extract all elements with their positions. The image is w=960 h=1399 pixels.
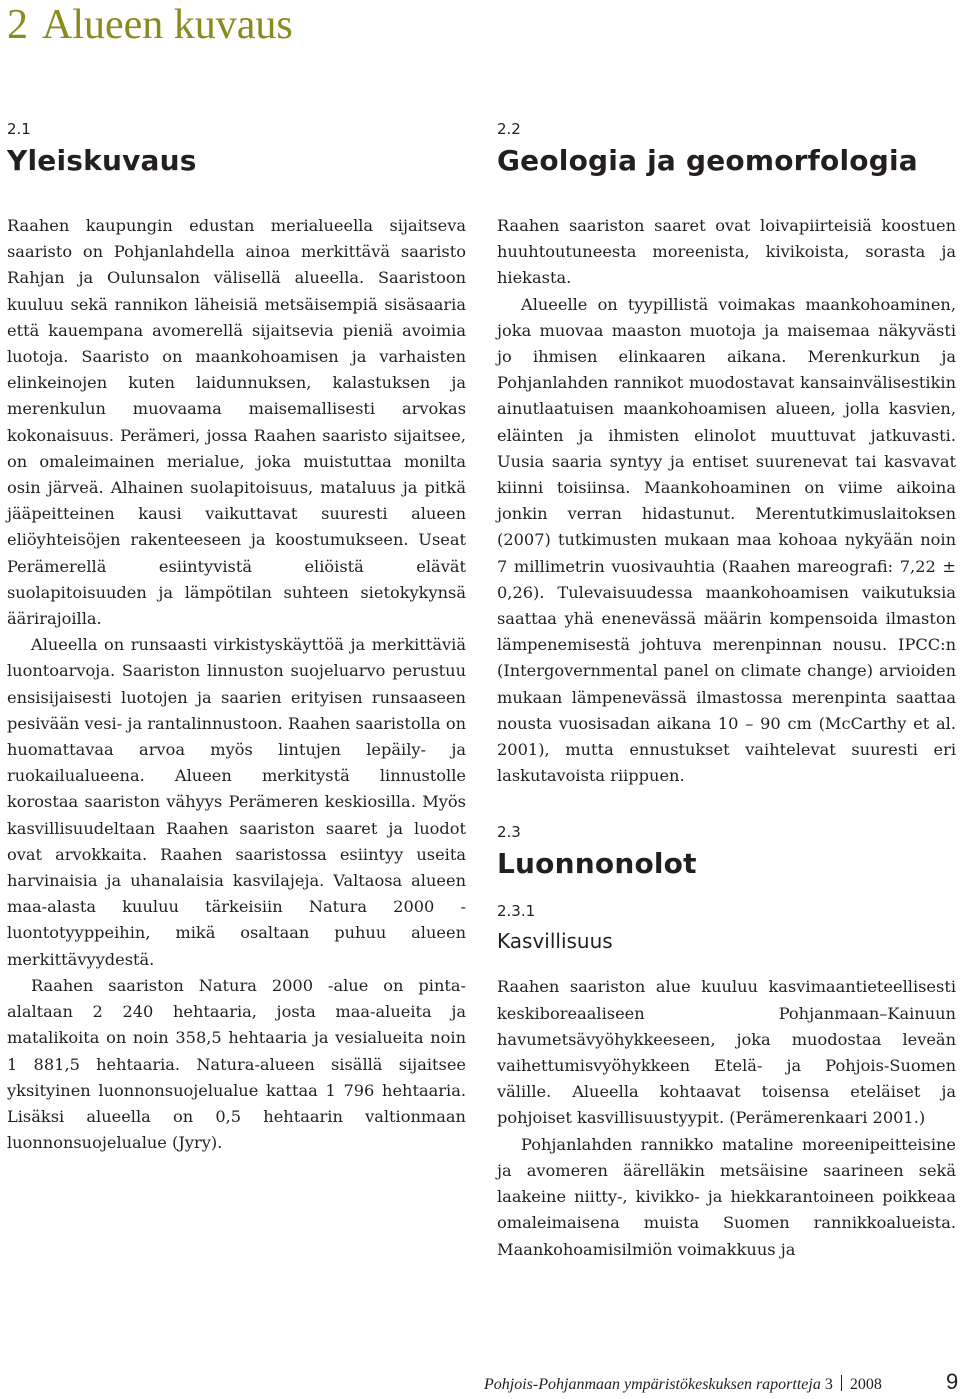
section-title: Geologia ja geomorfologia <box>497 144 918 177</box>
section-body <box>7 213 466 1156</box>
chapter-heading <box>7 0 293 50</box>
section-title: Luonnonolot <box>497 847 697 881</box>
paragraph: Raahen saariston saaret ovat loivapiirteisiä koostuen huuhtoutuneesta moreenista, kivikoista, sorasta ja hiekasta. <box>497 216 956 288</box>
chapter-title: Alueen kuvaus <box>42 2 293 48</box>
paragraph: Pohjanlahden rannikko mataline moreenipeitteisine ja avomeren äärelläkin metsäisine saarineen sekä laakeine niitty-, kivikko- ja hiekkarantoineen poikkeaa omaleimaisena muista Suomen rannikkoalueista. Maankohoamisilmiön voimakkuus ja <box>497 1134 956 1259</box>
paragraph: Raahen saariston alue kuuluu kasvimaantieteellisesti keskiboreaaliseen Pohjanmaan–Kainuun havumetsävyöhykkeeseen, joka muodostaa leveän vaihettumisvyöhykkeen Etelä- ja Pohjois-Suomen välille. Alueella kohtaavat toisensa eteläiset ja pohjoiset kasvillisuustyypit. (Perämerenkaari 2001.) <box>497 977 956 1128</box>
subsection-body <box>497 974 956 1262</box>
section-title: Yleiskuvaus <box>7 144 197 177</box>
subsection-title: Kasvillisuus <box>497 929 613 954</box>
paragraph: Raahen saariston Natura 2000 -alue on pinta-alaltaan 2 240 hehtaaria, josta maa-alueita ja matalikoita on noin 358,5 hehtaaria ja vesialueita noin 1 881,5 hehtaaria. Natura-alueen sisällä sijaitsee yksityinen luonnonsuojelualue kattaa 1 796 hehtaaria. Lisäksi alueella on 0,5 hehtaarin valtionmaan luonnonsuojelualue (Jyry). <box>7 975 466 1153</box>
section-number: 2.3 <box>497 823 521 842</box>
paragraph: Raahen kaupungin edustan merialueella sijaitseva saaristo on Pohjanlahdella ainoa merkittävä saaristo Rahjan ja Oulunsalon välisellä alueella. Saaristoon kuuluu sekä rannikon läheisiä metsäisempiä sisäsaaria että kauempana avomerellä sijaitsevia pieniä avoimia luotoja. Saaristo on maankohoamisen ja varhaisten elinkeinojen kuten laidunnuksen, kalastuksen ja merenkulun muovaama maisemallisesti arvokas kokonaisuus. Perämeri, jossa Raahen saaristo sijaitsee, on omaleimainen merialue, joka muistuttaa monilta osin järveä. Alhainen suolapitoisuus, mataluus ja pitkä jääpeitteinen kausi vaikuttavat suuresti alueen eliöyhteisöjen rakenteeseen ja koostumukseen. Useat Perämerellä esiintyvistä eliöistä elävät suolapitoisuuden ja lämpötilan suhteen sietokykynsä äärirajoilla. <box>7 216 466 629</box>
left-column <box>7 120 466 1156</box>
footer-divider <box>841 1375 842 1391</box>
right-column <box>497 120 956 1263</box>
section-number: 2.2 <box>497 120 521 138</box>
page-number: 9 <box>946 1369 959 1394</box>
chapter-number: 2 <box>7 2 28 48</box>
footer-issue: 3 <box>824 1376 833 1393</box>
paragraph: Alueella on runsaasti virkistyskäyttöä ja merkittäviä luontoarvoja. Saariston linnuston suojeluarvo perustuu ensisijaisesti luotojen ja saarien erityisen runsaaseen pesivään vesi- ja rantalinnustoon. Raahen saaristolla on huomattavaa arvoa myös lintujen lepäily- ja ruokailualueena. Alueen merkitystä linnustolle korostaa saariston vähyys Perämeren keskiosilla. Myös kasvillisuudeltaan Raahen saariston saaret ja luodot ovat arvokkaita. Raahen saaristossa esiintyy useita harvinaisia ja uhanalaisia kasvilajeja. Valtaosa alueen maa-alasta kuuluu tärkeisiin Natura 2000 -luontotyyppeihin, mikä osaltaan puhuu alueen merkittävyydestä. <box>7 635 466 969</box>
section-body <box>497 213 956 789</box>
paragraph: Alueelle on tyypillistä voimakas maankohoaminen, joka muovaa maaston muotoja ja maisemaa näkyvästi jo ihmisen elinkaaren aikana. Merenkurkun ja Pohjanlahden rannikot muodostavat kansainvälisestikin ainutlaatuisen maankohoamisen alueen, jolla kasvien, eläinten ja ihmisten elinolot muuttuvat jatkuvasti. Uusia saaria syntyy ja entiset suurenevat tai kasvavat kiinni toisiinsa. Maankohoaminen on viime aikoina jonkin verran hidastunut. Merentutkimuslaitoksen (2007) tutkimusten mukaan maa kohoaa nykyään noin 7 millimetrin vuosivauhtia (Raahen mareografi: 7,22 ± 0,26). Tulevaisuudessa maankohoamisen vaikutuksia saattaa yhä enenevässä määrin kompensoida ilmaston lämpenemisestä johtuva merenpinnan nousu. IPCC:n (Intergovernmental panel on climate change) arvioiden mukaan lämpenevässä ilmastossa merenpinta saattaa nousta vuosisadan aikana 10 – 90 cm (McCarthy et al. 2001), mutta ennustukset vaihtelevat suuresti eri laskutavoista riippuen. <box>497 294 956 786</box>
section-number: 2.1 <box>7 120 31 138</box>
subsection-number: 2.3.1 <box>497 902 536 921</box>
page-footer <box>484 1375 882 1395</box>
footer-journal: Pohjois-Pohjanmaan ympäristökeskuksen raportteja <box>484 1376 821 1393</box>
footer-year: 2008 <box>849 1376 882 1393</box>
